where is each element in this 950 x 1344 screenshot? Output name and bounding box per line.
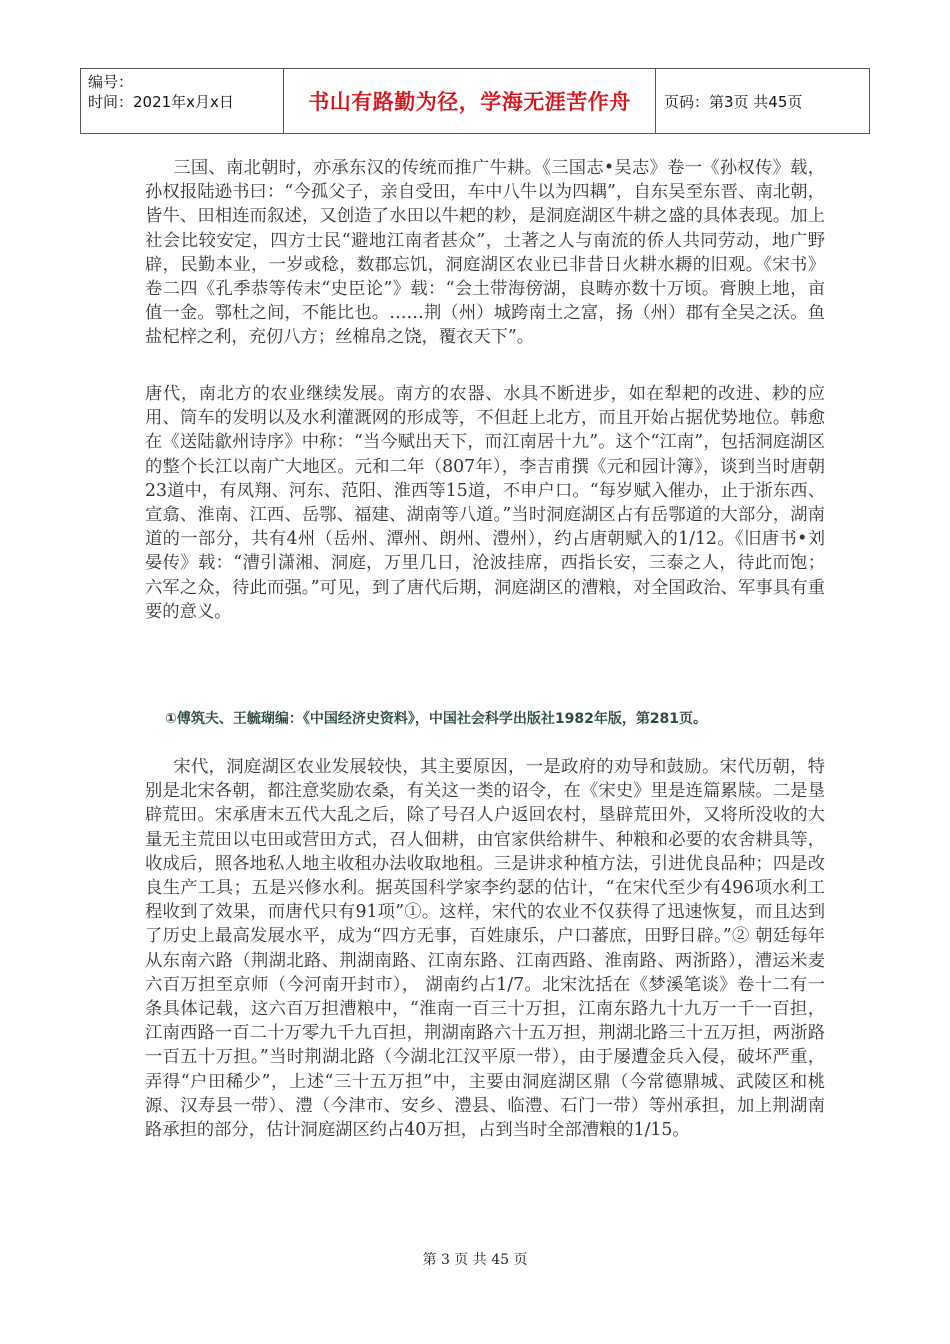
page-footer: 第 3 页 共 45 页 [422,1252,528,1268]
footnote: ①傅筑夫、王毓瑚编：《中国经济史资料》，中国社会科学出版社1982年版，第281页。 [165,711,708,727]
header-meta [81,69,284,133]
paragraph-text: 三国、南北朝时，亦承东汉的传统而推广牛耕。《三国志•吴志》卷一《孙权传》载，孙权报陆逊书曰：“今孤父子，亲自受田，车中八牛以为四耦”，自东吴至东晋、南北朝，皆牛、田相连而叙述，又创造了水田以牛耙的耖，是洞庭湖区牛耕之盛的具体表现。加上社会比较安定，四方士民“避地江南者甚众”，土著之人与南流的侨人共同劳动，地广野辟，民勤本业，一岁或稔，数郡忘饥，洞庭湖区农业已非昔日火耕水耨的旧观。《宋书》卷二四《孔季恭等传末“史臣论”》载：“会土带海傍湖，良畴亦数十万顷。膏腴上地，亩值一金。鄠杜之间，不能比也。……荆（州）城跨南土之富，扬（州）郡有全吴之沃。鱼盐杞梓之利，充仞八方；丝棉帛之饶，覆衣天下”。 [145,158,825,348]
paragraph-three-kingdoms [145,156,825,350]
paragraph-tang [145,382,825,624]
doc-time-label: 时间：2021年x月x日 [88,93,234,111]
paragraph-text: 宋代，洞庭湖区农业发展较快，其主要原因，一是政府的劝导和鼓励。宋代历朝，特别是北宋各朝，都注意奖励农桑，有关这一类的诏令，在《宋史》里是连篇累牍。二是垦辟荒田。宋承唐末五代大乱之后，除了号召人户返回农村，垦辟荒田外，又将所没收的大量无主荒田以屯田或营田方式，召人佃耕，由官家供给耕牛、种粮和必要的农舍耕具等，收成后，照各地私人地主收租办法收取地租。三是讲求种植方法，引进优良品种；四是改良生产工具；五是兴修水利。据英国科学家李约瑟的估计，“在宋代至少有496项水利工程收到了效果，而唐代只有91项”①。这样，宋代的农业不仅获得了迅速恢复，而且达到了历史上最高发展水平，成为“四方无事，百姓康乐，户口蕃庶，田野日辟。”② 朝廷每年从东南六路（荆湖北路、荆湖南路、江南东路、江南西路、淮南路、两浙路），漕运米麦六百万担至京师（今河南开封市）， 湖南约占1/7。北宋沈括在《梦溪笔谈》卷十二有一条具体记载，这六百万担漕粮中，“淮南一百三十万担，江南东路九十九万一千一百担，江南西路一百二十万零九千九百担，荆湖南路六十五万担，荆湖北路三十五万担，两浙路一百五十万担。”当时荆湖北路（今湖北江汉平原一带），由于屡遭金兵入侵，破坏严重，弄得“户田稀少”，上述“三十五万担”中，主要由洞庭湖区鼎（今常德鼎城、武陵区和桃源、汉寿县一带）、澧（今津市、安乡、澧县、临澧、石门一带）等州承担，加上荆湖南路承担的部分，估计洞庭湖区约占40万担，占到当时全部漕粮的1/15。 [145,757,825,1141]
paragraph-song [145,755,825,1142]
doc-number-label: 编号： [88,73,134,91]
paragraph-text: 唐代，南北方的农业继续发展。南方的农器、水具不断进步，如在犁耙的改进、耖的应用、筒车的发明以及水利灌溉网的形成等，不但赶上北方，而且开始占据优势地位。韩愈在《送陆歙州诗序》中称：“当今赋出天下，而江南居十九”。这个“江南”，包括洞庭湖区的整个长江以南广大地区。元和二年（807年），李吉甫撰《元和园计簿》，谈到当时唐朝23道中，有凤翔、河东、范阳、淮西等15道，不申户口。“每岁赋入催办，止于浙东西、宣翕、淮南、江西、岳鄂、福建、湖南等八道。”当时洞庭湖区占有岳鄂道的大部分，湖南道的一部分，共有4州（岳州、潭州、朗州、澧州），约占唐朝赋入的1/12。《旧唐书•刘晏传》载：“漕引潇湘、洞庭，万里几日，沧波挂席，西指长安，三泰之人，待此而饱；六军之众，待此而强。”可见，到了唐代后期，洞庭湖区的漕粮，对全国政治、军事具有重要的意义。 [145,384,825,622]
header-page-number: 页码：第3页 共45页 [664,92,803,111]
header-motto: 书山有路勤为径，学海无涯苦作舟 [284,69,656,133]
page-header [80,68,870,134]
